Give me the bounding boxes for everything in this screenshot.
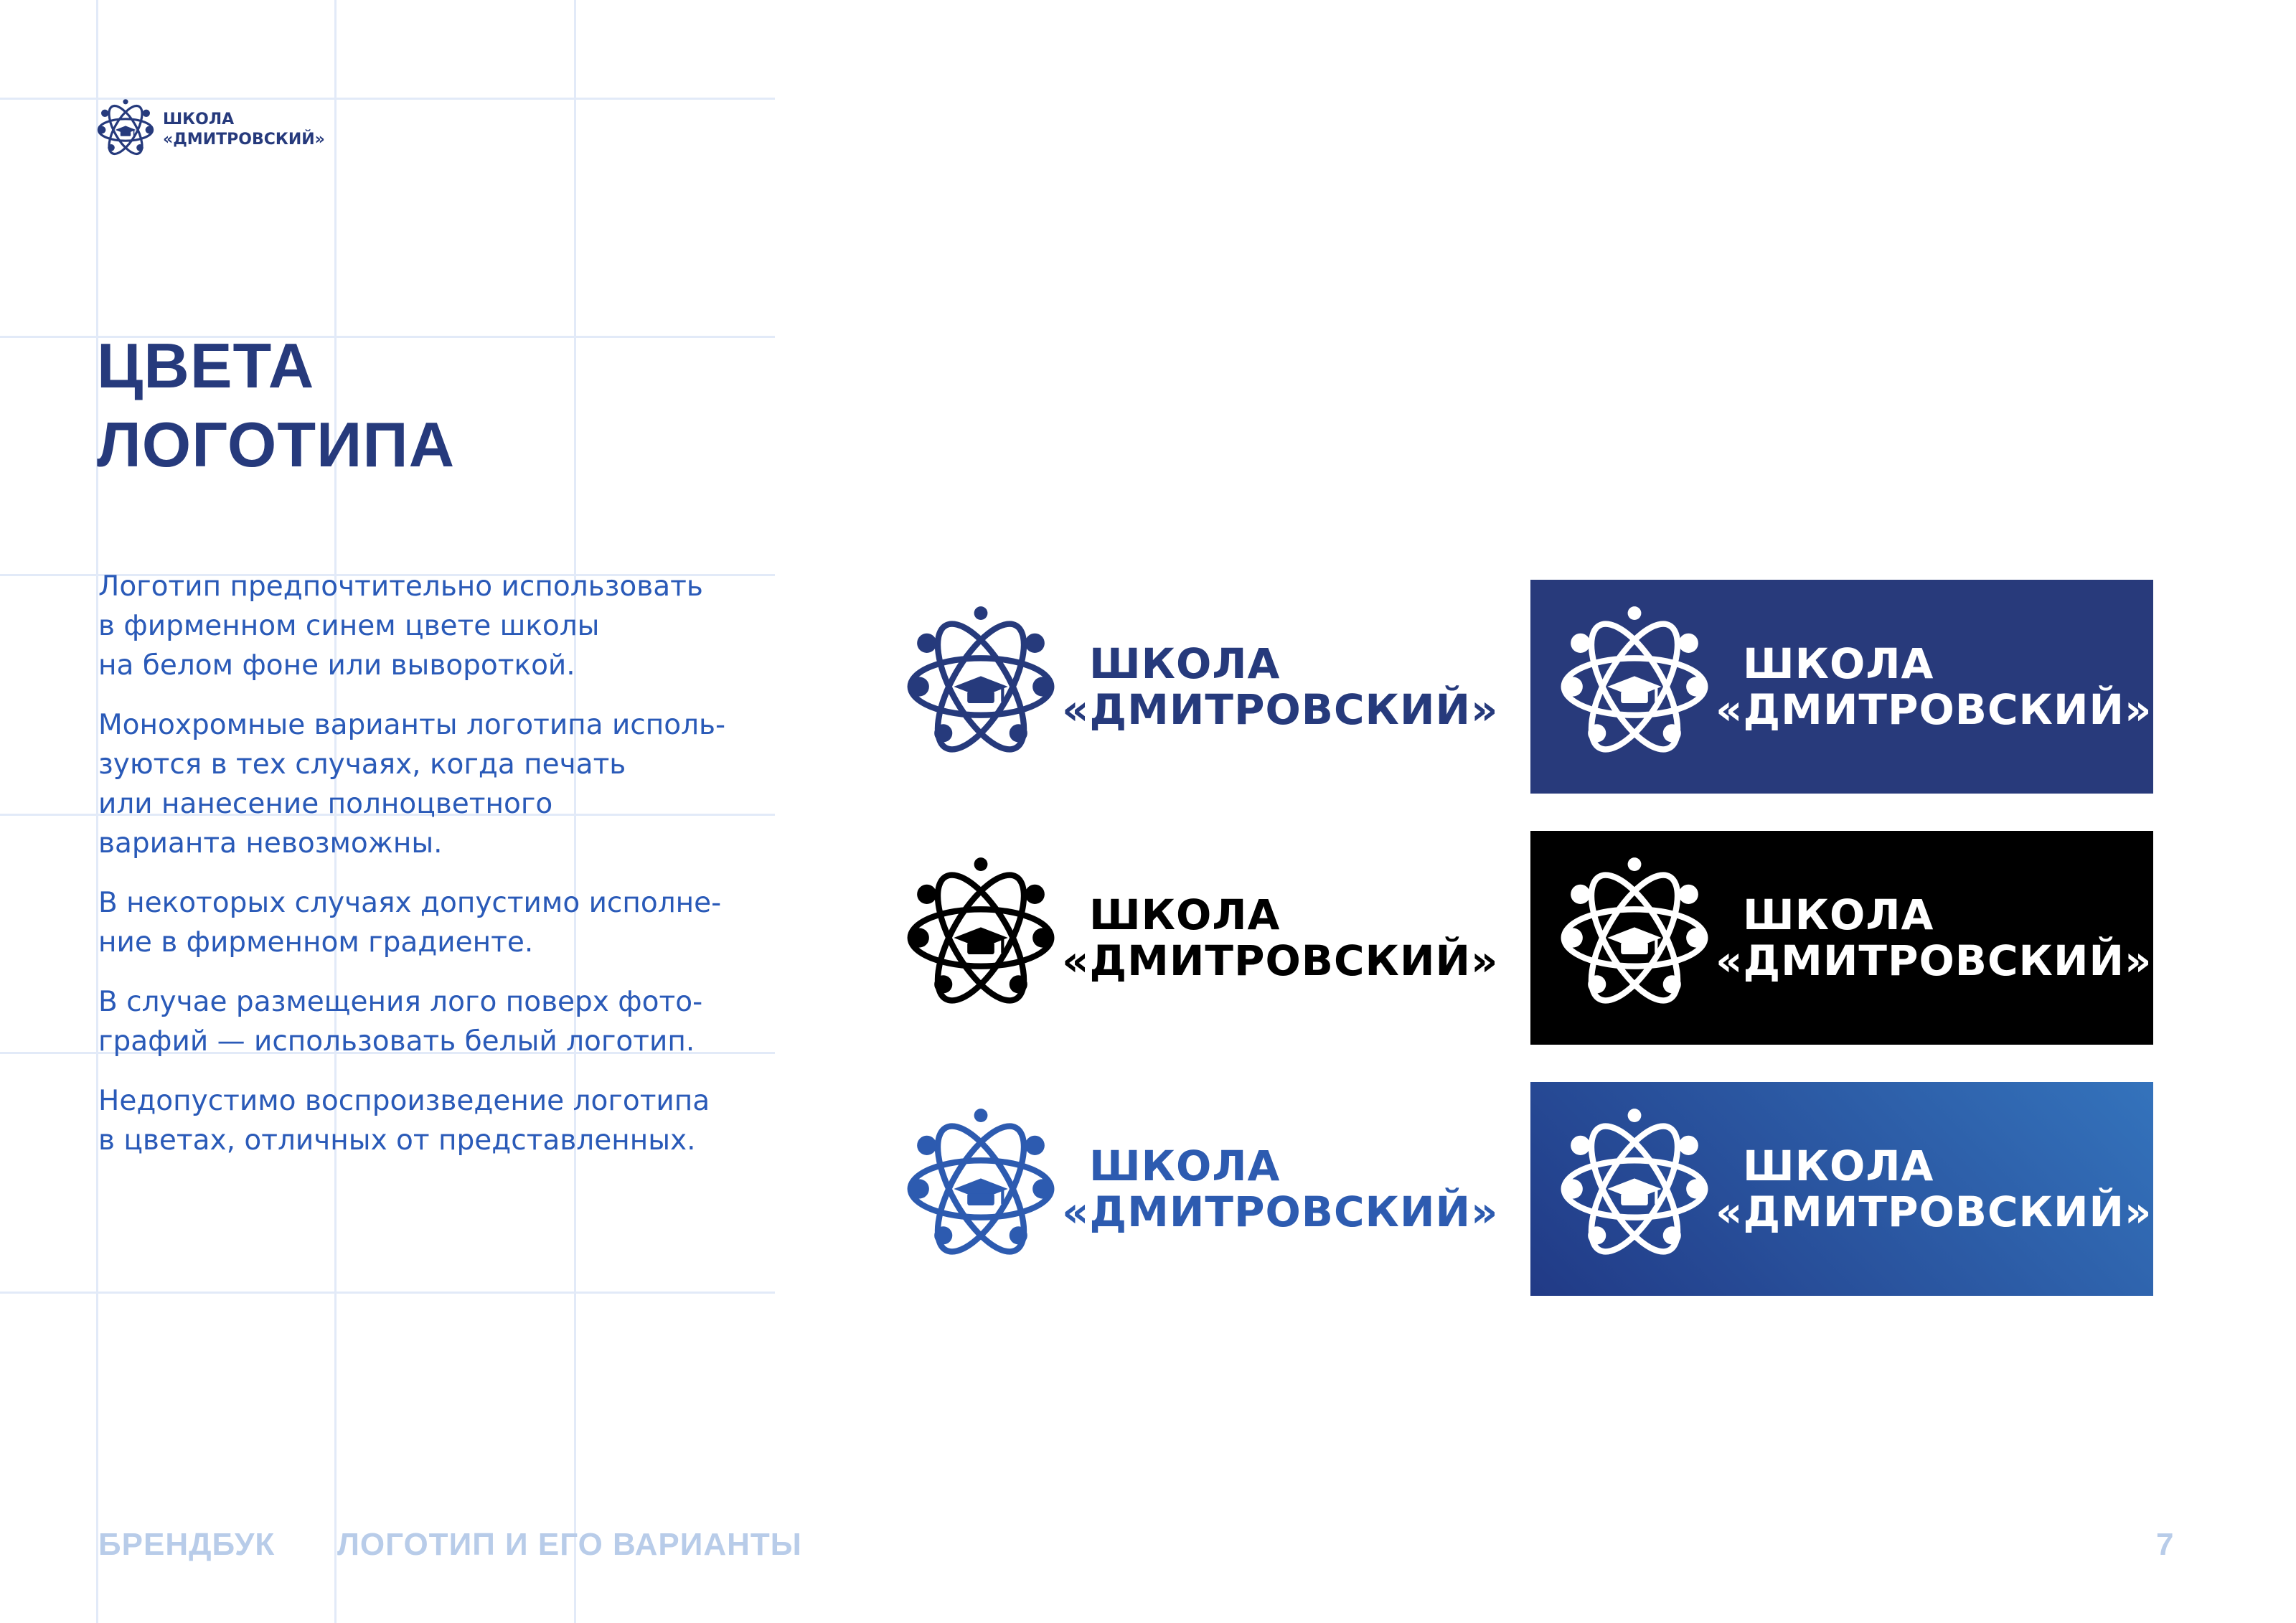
- text-line: или нанесение полноцветного: [98, 788, 553, 820]
- paragraph: [98, 705, 787, 863]
- logo-variant-black-on-white: [877, 831, 1500, 1045]
- logo-wordmark: [1062, 892, 1499, 984]
- atom-logo-icon: [97, 97, 154, 163]
- wordmark-line2: «ДМИТРОВСКИЙ»: [1716, 936, 2152, 985]
- text-line: В некоторых случаях допустимо исполне-: [98, 887, 722, 919]
- text-line: на белом фоне или вывороткой.: [98, 649, 575, 682]
- text-line: в цветах, отличных от представленных.: [98, 1124, 696, 1157]
- atom-logo-icon: [905, 855, 1056, 1020]
- logo-wordmark: [1716, 641, 2152, 733]
- footer-brandbook: БРЕНДБУК: [98, 1527, 276, 1562]
- atom-logo-icon: [1559, 604, 1710, 769]
- text-line: Логотип предпочтительно использовать: [98, 570, 703, 603]
- header-brand-line2: «ДМИТРОВСКИЙ»: [163, 131, 325, 149]
- wordmark-line2: «ДМИТРОВСКИЙ»: [1062, 685, 1499, 734]
- footer-section: ЛОГОТИП И ЕГО ВАРИАНТЫ: [337, 1527, 802, 1562]
- paragraph: [98, 982, 787, 1061]
- grid-line: [0, 1292, 775, 1294]
- text-line: Монохромные варианты логотипа исполь-: [98, 709, 726, 741]
- logo-variant-white-on-black: [1530, 831, 2153, 1045]
- header-wordmark: [163, 110, 325, 150]
- text-line: Недопустимо воспроизведение логотипа: [98, 1085, 710, 1117]
- paragraph: [98, 1081, 787, 1160]
- logo-wordmark: [1062, 641, 1499, 733]
- paragraph: [98, 567, 787, 685]
- atom-logo-icon: [1559, 855, 1710, 1020]
- wordmark-line1: ШКОЛА: [1089, 639, 1281, 688]
- wordmark-line2: «ДМИТРОВСКИЙ»: [1062, 936, 1499, 985]
- page-number: 7: [2156, 1527, 2175, 1562]
- wordmark-line2: «ДМИТРОВСКИЙ»: [1716, 1187, 2152, 1236]
- body-text: [98, 567, 787, 1180]
- page-title-line1: ЦВЕТА: [97, 330, 315, 401]
- atom-logo-icon: [905, 1106, 1056, 1271]
- wordmark-line1: ШКОЛА: [1089, 1142, 1281, 1190]
- wordmark-line1: ШКОЛА: [1089, 890, 1281, 939]
- text-line: зуются в тех случаях, когда печать: [98, 748, 626, 781]
- header-brand-line1: ШКОЛА: [163, 110, 235, 128]
- text-line: ние в фирменном градиенте.: [98, 926, 534, 959]
- wordmark-line2: «ДМИТРОВСКИЙ»: [1062, 1187, 1499, 1236]
- page-title-line2: ЛОГОТИПА: [97, 409, 456, 480]
- atom-logo-icon: [1559, 1106, 1710, 1271]
- logo-variant-white-on-blue: [1530, 580, 2153, 794]
- logo-variant-white-on-gradient: [1530, 1082, 2153, 1296]
- text-line: В случае размещения лого поверх фото-: [98, 986, 703, 1018]
- wordmark-line1: ШКОЛА: [1743, 639, 1934, 688]
- wordmark-line2: «ДМИТРОВСКИЙ»: [1716, 685, 2152, 734]
- logo-wordmark: [1716, 1143, 2152, 1235]
- logo-variant-gradient-on-white: [877, 1082, 1500, 1296]
- header-logo: [97, 97, 325, 163]
- atom-logo-icon: [905, 604, 1056, 769]
- logo-wordmark: [1716, 892, 2152, 984]
- wordmark-line1: ШКОЛА: [1743, 890, 1934, 939]
- text-line: в фирменном синем цвете школы: [98, 610, 600, 642]
- wordmark-line1: ШКОЛА: [1743, 1142, 1934, 1190]
- paragraph: [98, 883, 787, 962]
- page-title: [97, 326, 455, 484]
- text-line: варианта невозможны.: [98, 827, 443, 860]
- text-line: графий — использовать белый логотип.: [98, 1025, 695, 1058]
- logo-variant-blue-on-white: [877, 580, 1500, 794]
- logo-wordmark: [1062, 1143, 1499, 1235]
